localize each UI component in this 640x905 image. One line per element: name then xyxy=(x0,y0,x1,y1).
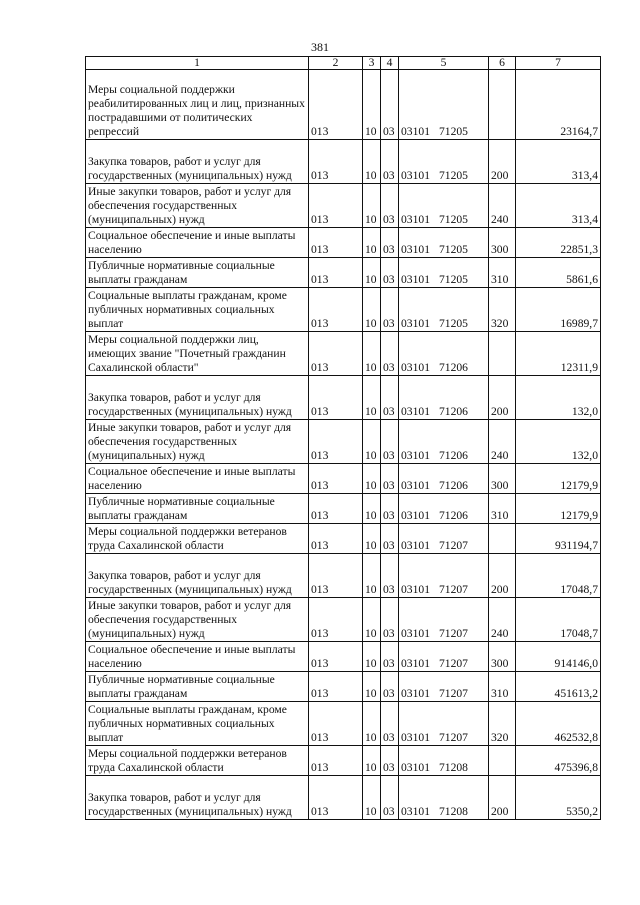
program-code: 03101 xyxy=(401,449,430,462)
expense-name: Социальные выплаты гражданам, кроме публичных нормативных социальных выплат xyxy=(86,702,309,746)
article-code: 71208 xyxy=(438,761,468,774)
amount: 12311,9 xyxy=(516,332,601,376)
ministry-code: 013 xyxy=(309,288,363,332)
subsection-code: 03 xyxy=(381,184,399,228)
expense-kind-code: 310 xyxy=(489,494,516,524)
program-code: 03101 xyxy=(401,657,430,670)
program-code: 03101 xyxy=(401,479,430,492)
expense-name: Закупка товаров, работ и услуг для государственных (муниципальных) нужд xyxy=(86,140,309,184)
expense-kind-code xyxy=(489,746,516,776)
section-code: 10 xyxy=(363,702,381,746)
section-code: 10 xyxy=(363,746,381,776)
target-article-code xyxy=(399,702,489,746)
table-row xyxy=(86,420,601,464)
expense-name: Меры социальной поддержки реабилитированных лиц и лиц, признанных пострадавшими от политических репрессий xyxy=(86,70,309,140)
amount: 475396,8 xyxy=(516,746,601,776)
expense-kind-code: 300 xyxy=(489,464,516,494)
ministry-code: 013 xyxy=(309,70,363,140)
amount: 451613,2 xyxy=(516,672,601,702)
ministry-code: 013 xyxy=(309,672,363,702)
subsection-code: 03 xyxy=(381,672,399,702)
expense-kind-code: 200 xyxy=(489,140,516,184)
article-code: 71205 xyxy=(438,169,468,182)
ministry-code: 013 xyxy=(309,494,363,524)
program-code: 03101 xyxy=(401,125,430,138)
ministry-code: 013 xyxy=(309,464,363,494)
program-code: 03101 xyxy=(401,243,430,256)
table-row xyxy=(86,746,601,776)
expense-name: Иные закупки товаров, работ и услуг для обеспечения государственных (муниципальных) нужд xyxy=(86,420,309,464)
subsection-code: 03 xyxy=(381,776,399,820)
subsection-code: 03 xyxy=(381,598,399,642)
table-row xyxy=(86,702,601,746)
table-row xyxy=(86,598,601,642)
program-code: 03101 xyxy=(401,169,430,182)
article-code: 71205 xyxy=(438,273,468,286)
header-cell: 1 xyxy=(86,57,309,70)
amount: 12179,9 xyxy=(516,464,601,494)
ministry-code: 013 xyxy=(309,554,363,598)
section-code: 10 xyxy=(363,776,381,820)
ministry-code: 013 xyxy=(309,184,363,228)
expense-name: Публичные нормативные социальные выплаты гражданам xyxy=(86,494,309,524)
table-row xyxy=(86,140,601,184)
amount: 16989,7 xyxy=(516,288,601,332)
article-code: 71207 xyxy=(438,627,468,640)
section-code: 10 xyxy=(363,140,381,184)
expense-kind-code: 320 xyxy=(489,702,516,746)
expense-name: Меры социальной поддержки ветеранов труда Сахалинской области xyxy=(86,746,309,776)
ministry-code: 013 xyxy=(309,258,363,288)
budget-table xyxy=(85,56,601,820)
target-article-code xyxy=(399,70,489,140)
table-row xyxy=(86,332,601,376)
expense-kind-code: 200 xyxy=(489,554,516,598)
subsection-code: 03 xyxy=(381,746,399,776)
subsection-code: 03 xyxy=(381,258,399,288)
table-row xyxy=(86,184,601,228)
header-cell: 7 xyxy=(516,57,601,70)
expense-kind-code: 240 xyxy=(489,420,516,464)
expense-kind-code: 310 xyxy=(489,258,516,288)
ministry-code: 013 xyxy=(309,140,363,184)
target-article-code xyxy=(399,746,489,776)
expense-name: Публичные нормативные социальные выплаты гражданам xyxy=(86,672,309,702)
ministry-code: 013 xyxy=(309,420,363,464)
ministry-code: 013 xyxy=(309,376,363,420)
target-article-code xyxy=(399,598,489,642)
article-code: 71207 xyxy=(438,657,468,670)
expense-kind-code: 300 xyxy=(489,642,516,672)
ministry-code: 013 xyxy=(309,642,363,672)
subsection-code: 03 xyxy=(381,524,399,554)
subsection-code: 03 xyxy=(381,332,399,376)
target-article-code xyxy=(399,228,489,258)
amount: 23164,7 xyxy=(516,70,601,140)
target-article-code xyxy=(399,376,489,420)
amount: 17048,7 xyxy=(516,598,601,642)
subsection-code: 03 xyxy=(381,554,399,598)
ministry-code: 013 xyxy=(309,524,363,554)
program-code: 03101 xyxy=(401,273,430,286)
article-code: 71205 xyxy=(438,243,468,256)
subsection-code: 03 xyxy=(381,494,399,524)
amount: 22851,3 xyxy=(516,228,601,258)
program-code: 03101 xyxy=(401,687,430,700)
target-article-code xyxy=(399,184,489,228)
amount: 462532,8 xyxy=(516,702,601,746)
article-code: 71207 xyxy=(438,539,468,552)
target-article-code xyxy=(399,776,489,820)
article-code: 71206 xyxy=(438,479,468,492)
amount: 12179,9 xyxy=(516,494,601,524)
article-code: 71206 xyxy=(438,405,468,418)
expense-name: Социальное обеспечение и иные выплаты населению xyxy=(86,642,309,672)
section-code: 10 xyxy=(363,258,381,288)
section-code: 10 xyxy=(363,376,381,420)
expense-kind-code: 300 xyxy=(489,228,516,258)
table-row xyxy=(86,228,601,258)
amount: 5350,2 xyxy=(516,776,601,820)
program-code: 03101 xyxy=(401,761,430,774)
table-row xyxy=(86,672,601,702)
subsection-code: 03 xyxy=(381,464,399,494)
expense-name: Закупка товаров, работ и услуг для государственных (муниципальных) нужд xyxy=(86,776,309,820)
expense-kind-code: 240 xyxy=(489,598,516,642)
expense-name: Социальное обеспечение и иные выплаты населению xyxy=(86,228,309,258)
program-code: 03101 xyxy=(401,583,430,596)
subsection-code: 03 xyxy=(381,420,399,464)
expense-kind-code xyxy=(489,70,516,140)
ministry-code: 013 xyxy=(309,702,363,746)
program-code: 03101 xyxy=(401,317,430,330)
subsection-code: 03 xyxy=(381,642,399,672)
section-code: 10 xyxy=(363,70,381,140)
table-row xyxy=(86,554,601,598)
ministry-code: 013 xyxy=(309,746,363,776)
section-code: 10 xyxy=(363,228,381,258)
section-code: 10 xyxy=(363,524,381,554)
subsection-code: 03 xyxy=(381,376,399,420)
target-article-code xyxy=(399,140,489,184)
header-cell: 6 xyxy=(489,57,516,70)
subsection-code: 03 xyxy=(381,70,399,140)
table-body xyxy=(86,57,601,820)
expense-name: Закупка товаров, работ и услуг для государственных (муниципальных) нужд xyxy=(86,554,309,598)
expense-kind-code: 320 xyxy=(489,288,516,332)
header-row xyxy=(86,57,601,70)
expense-name: Меры социальной поддержки лиц, имеющих звание "Почетный гражданин Сахалинской области" xyxy=(86,332,309,376)
target-article-code xyxy=(399,420,489,464)
expense-kind-code: 240 xyxy=(489,184,516,228)
target-article-code xyxy=(399,672,489,702)
target-article-code xyxy=(399,332,489,376)
table-row xyxy=(86,70,601,140)
article-code: 71206 xyxy=(438,361,468,374)
program-code: 03101 xyxy=(401,361,430,374)
section-code: 10 xyxy=(363,494,381,524)
amount: 313,4 xyxy=(516,184,601,228)
page-number: 381 xyxy=(311,40,329,54)
section-code: 10 xyxy=(363,554,381,598)
ministry-code: 013 xyxy=(309,776,363,820)
target-article-code xyxy=(399,642,489,672)
section-code: 10 xyxy=(363,642,381,672)
section-code: 10 xyxy=(363,464,381,494)
article-code: 71208 xyxy=(438,805,468,818)
expense-name: Меры социальной поддержки ветеранов труда Сахалинской области xyxy=(86,524,309,554)
amount: 914146,0 xyxy=(516,642,601,672)
section-code: 10 xyxy=(363,184,381,228)
program-code: 03101 xyxy=(401,405,430,418)
expense-kind-code xyxy=(489,524,516,554)
program-code: 03101 xyxy=(401,805,430,818)
article-code: 71207 xyxy=(438,583,468,596)
subsection-code: 03 xyxy=(381,140,399,184)
subsection-code: 03 xyxy=(381,228,399,258)
expense-name: Социальное обеспечение и иные выплаты населению xyxy=(86,464,309,494)
program-code: 03101 xyxy=(401,627,430,640)
table-row xyxy=(86,288,601,332)
amount: 313,4 xyxy=(516,140,601,184)
article-code: 71205 xyxy=(438,213,468,226)
target-article-code xyxy=(399,464,489,494)
article-code: 71206 xyxy=(438,509,468,522)
ministry-code: 013 xyxy=(309,598,363,642)
table-row xyxy=(86,776,601,820)
amount: 5861,6 xyxy=(516,258,601,288)
expense-name: Социальные выплаты гражданам, кроме публичных нормативных социальных выплат xyxy=(86,288,309,332)
header-cell: 2 xyxy=(309,57,363,70)
article-code: 71205 xyxy=(438,125,468,138)
target-article-code xyxy=(399,494,489,524)
target-article-code xyxy=(399,288,489,332)
target-article-code xyxy=(399,554,489,598)
table-row xyxy=(86,376,601,420)
article-code: 71206 xyxy=(438,449,468,462)
section-code: 10 xyxy=(363,288,381,332)
expense-kind-code xyxy=(489,332,516,376)
article-code: 71205 xyxy=(438,317,468,330)
table-row xyxy=(86,494,601,524)
amount: 132,0 xyxy=(516,420,601,464)
subsection-code: 03 xyxy=(381,288,399,332)
target-article-code xyxy=(399,524,489,554)
expense-name: Иные закупки товаров, работ и услуг для обеспечения государственных (муниципальных) нужд xyxy=(86,184,309,228)
table-row xyxy=(86,258,601,288)
article-code: 71207 xyxy=(438,731,468,744)
target-article-code xyxy=(399,258,489,288)
article-code: 71207 xyxy=(438,687,468,700)
ministry-code: 013 xyxy=(309,332,363,376)
program-code: 03101 xyxy=(401,539,430,552)
ministry-code: 013 xyxy=(309,228,363,258)
expense-name: Публичные нормативные социальные выплаты гражданам xyxy=(86,258,309,288)
subsection-code: 03 xyxy=(381,702,399,746)
program-code: 03101 xyxy=(401,509,430,522)
amount: 931194,7 xyxy=(516,524,601,554)
section-code: 10 xyxy=(363,672,381,702)
table-row xyxy=(86,642,601,672)
header-cell: 5 xyxy=(399,57,489,70)
expense-name: Закупка товаров, работ и услуг для государственных (муниципальных) нужд xyxy=(86,376,309,420)
expense-kind-code: 200 xyxy=(489,776,516,820)
program-code: 03101 xyxy=(401,731,430,744)
program-code: 03101 xyxy=(401,213,430,226)
section-code: 10 xyxy=(363,420,381,464)
expense-kind-code: 310 xyxy=(489,672,516,702)
amount: 17048,7 xyxy=(516,554,601,598)
header-cell: 3 xyxy=(363,57,381,70)
section-code: 10 xyxy=(363,598,381,642)
table-row xyxy=(86,464,601,494)
table-row xyxy=(86,524,601,554)
expense-name: Иные закупки товаров, работ и услуг для обеспечения государственных (муниципальных) нужд xyxy=(86,598,309,642)
section-code: 10 xyxy=(363,332,381,376)
header-cell: 4 xyxy=(381,57,399,70)
amount: 132,0 xyxy=(516,376,601,420)
expense-kind-code: 200 xyxy=(489,376,516,420)
